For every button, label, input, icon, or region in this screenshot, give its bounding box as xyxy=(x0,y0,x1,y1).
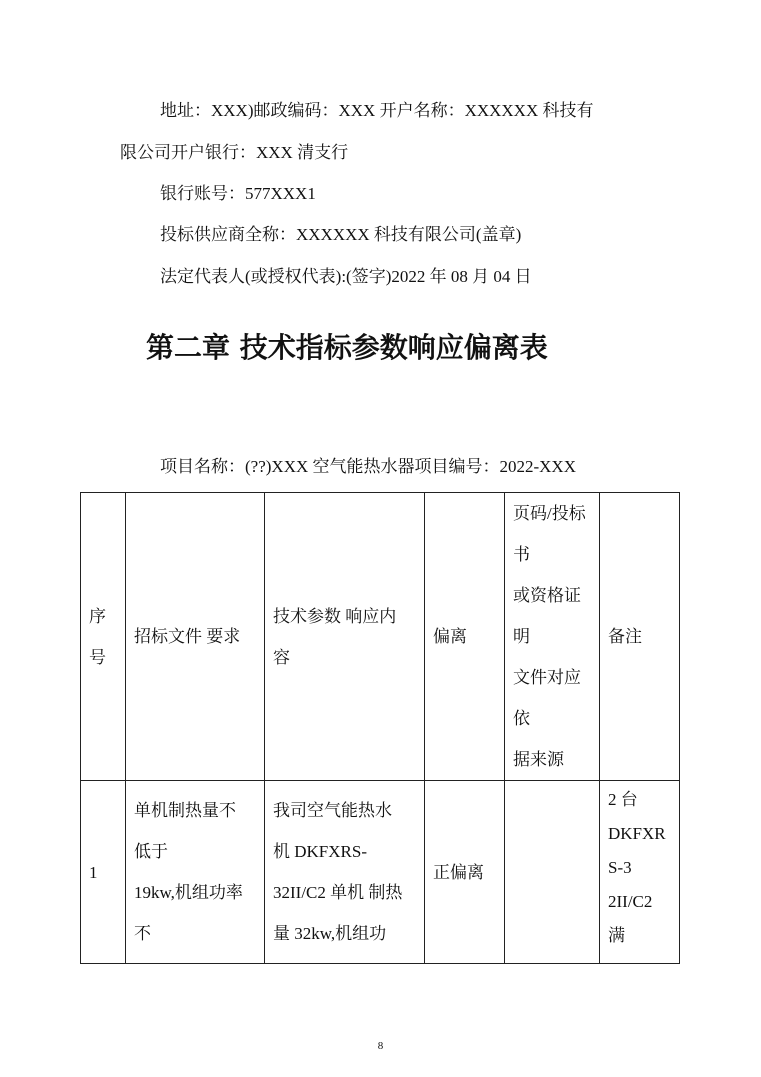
deviation-table xyxy=(80,492,680,964)
table-header-row xyxy=(81,493,680,781)
header-deviation: 偏离 xyxy=(425,493,505,781)
chapter-title: 第二章 技术指标参数响应偏离表 xyxy=(146,331,548,364)
header-remarks: 备注 xyxy=(600,493,680,781)
address-line: 地址：XXX)邮政编码：XXX 开户名称：XXXXXX 科技有 xyxy=(160,101,594,120)
cell-deviation: 正偏离 xyxy=(425,781,505,964)
header-tech-param: 技术参数 响应内 容 xyxy=(265,493,425,781)
table-row xyxy=(81,781,680,964)
project-line: 项目名称：(??)XXX 空气能热水器项目编号：2022-XXX xyxy=(160,457,576,476)
page-number: 8 xyxy=(377,1040,384,1052)
account-line: 银行账号：577XXX1 xyxy=(160,184,316,203)
cell-remarks: 2 台 DKFXR S-3 2II/C2 满 xyxy=(600,781,680,964)
header-seq: 序 号 xyxy=(81,493,126,781)
supplier-line: 投标供应商全称：XXXXXX 科技有限公司(盖章) xyxy=(160,225,522,244)
cell-tender-req: 单机制热量不 低于 19kw,机组功率 不 xyxy=(126,781,265,964)
representative-line: 法定代表人(或授权代表):(签字)2022 年 08 月 04 日 xyxy=(160,267,532,286)
header-page-ref: 页码/投标 书 或资格证 明 文件对应 依 据来源 xyxy=(505,493,600,781)
cell-page-ref xyxy=(505,781,600,964)
cell-tech-param: 我司空气能热水 机 DKFXRS- 32II/C2 单机 制热 量 32kw,机组功 xyxy=(265,781,425,964)
cell-seq: 1 xyxy=(81,781,126,964)
bank-line: 限公司开户银行：XXX 清支行 xyxy=(120,143,349,162)
header-tender-req: 招标文件 要求 xyxy=(126,493,265,781)
